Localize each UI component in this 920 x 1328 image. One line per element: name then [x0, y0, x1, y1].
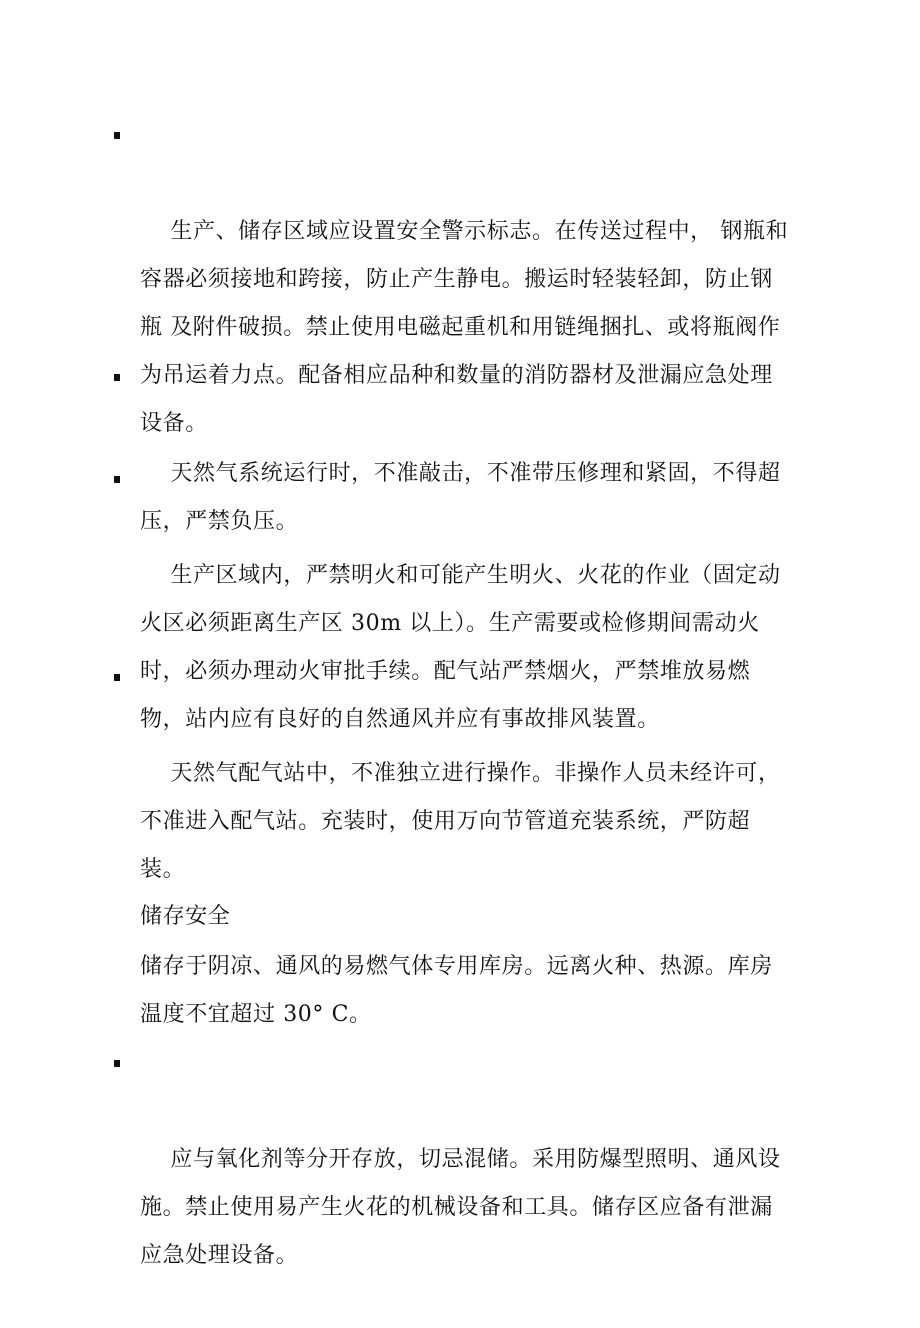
bullet-text: 天然气系统运行时，不准敲击，不准带压修理和紧固，不得超压，严禁负压。: [140, 461, 781, 534]
bullet-marker-icon: [114, 374, 120, 381]
bullet-marker-icon: [114, 476, 120, 483]
bullet-text: 生产、储存区域应设置安全警示标志。在传送过程中， 钢瓶和容器必须接地和跨接，防止产生静电。搬运时轻装轻卸，防止钢瓶 及附件破损。禁止使用电磁起重机和用链绳捆扎、或将瓶阀作为吊运着力点。配备相应品种和数量的消防器材及泄漏应急处理设备。: [140, 219, 789, 436]
bullet-item-storage-separation: [140, 1040, 790, 1328]
storage-paragraph: 储存于阴凉、通风的易燃气体专用库房。远离火种、热源。库房温度不宜超过 30° C。: [140, 954, 773, 1027]
section-heading-storage: 储存安全: [140, 904, 231, 929]
bullet-marker-icon: [114, 132, 120, 139]
bullet-marker-icon: [114, 674, 120, 681]
bullet-text: 应与氧化剂等分开存放，切忌混储。采用防爆型照明、通风设施。禁止使用易产生火花的机械设备和工具。储存区应备有泄漏应急处理设备。: [140, 1147, 781, 1268]
bullet-text: 天然气配气站中，不准独立进行操作。非操作人员未经许可，不准进入配气站。充装时，使用万向节管道充装系统，严防超装。: [140, 761, 781, 882]
bullet-marker-icon: [114, 1060, 120, 1067]
bullet-text: 生产区域内，严禁明火和可能产生明火、火花的作业（固定动火区必须距离生产区 30m 以上）。生产需要或检修期间需动火时，必须办理动火审批手续。配气站严禁烟火，严禁堆放易燃物，站内应有良好的自然通风并应有事故排风装置。: [140, 563, 781, 732]
